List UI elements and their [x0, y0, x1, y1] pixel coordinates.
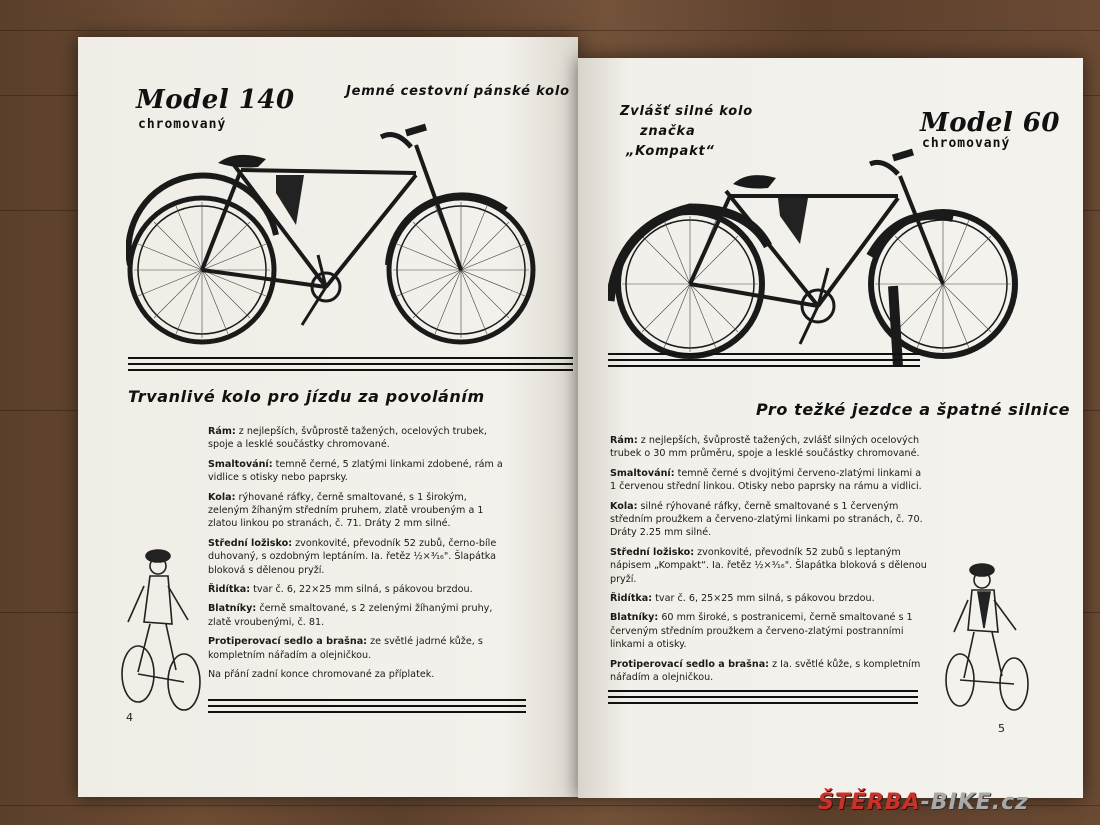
spec-item [208, 491, 508, 531]
spec-list [208, 425, 508, 688]
cyclist-sketch [938, 558, 1038, 718]
bicycle-illustration [608, 136, 1028, 366]
model-title: Model 140 [136, 85, 295, 115]
site-watermark [818, 790, 1029, 815]
spec-text: tvar č. 6, 25×25 mm silná, s pákovou brzdou. [655, 593, 875, 605]
divider-rule [608, 365, 920, 367]
model-tagline-line: „Kompakt“ [626, 144, 715, 159]
spec-label: Smaltování: [610, 467, 675, 479]
spec-text: rýhované ráfky, černě smaltované, s 1 širokým, zeleným žíhaným středním pruhem, zlatě vroubeným a 1 zlatou linkou po stranách, č. 71. Dráty 2 mm silné. [208, 491, 484, 530]
spec-item [208, 537, 508, 577]
watermark-domain: -BIKE.cz [920, 790, 1029, 815]
section-heading: Trvanlivé kolo pro jízdu za povoláním [128, 387, 485, 406]
spec-item [610, 658, 928, 685]
divider-rule [608, 353, 920, 355]
spec-text: temně černé, 5 zlatými linkami zdobené, rám a vidlice s otisky nebo paprsky. [208, 458, 503, 484]
divider-rule [128, 357, 573, 359]
spec-text: z nejlepších, švůprostě tažených, zvlášť silných ocelových trubek o 30 mm průměru, spoje a lesklé součástky chromované. [610, 435, 920, 460]
divider-rule [608, 359, 920, 361]
model-tagline: Jemné cestovní pánské kolo [346, 84, 570, 99]
spec-label: Protiperovací sedlo a brašna: [610, 658, 770, 670]
spec-text: ze světlé jadrné kůže, s kompletním nářadím a olejničkou. [208, 636, 483, 661]
spec-item [610, 500, 928, 540]
spec-label: Rám: [208, 426, 236, 437]
spec-label: Řidítka: [208, 584, 251, 596]
spec-label: Střední ložisko: [208, 537, 293, 549]
spec-label: Blatníky: [208, 603, 257, 615]
spec-text: zvonkovité, převodník 52 zubů, černo-bíle duhovaný, s ozdobným leptáním. Ia. řetěz ½×³⁄₁₆". Šlapátka bloková s dělenou pryží. [208, 537, 497, 576]
divider-rule [208, 705, 526, 707]
spec-item [610, 611, 928, 651]
page-number: 5 [998, 722, 1005, 735]
spec-label: Protiperovací sedlo a brašna: [208, 636, 368, 648]
spec-text: silné rýhované ráfky, černě smaltované s 1 červeným středním proužkem a červeno-zlatými linkami po stranách, č. 70. Dráty 2.25 mm silné. [610, 500, 923, 539]
divider-rule [608, 696, 918, 698]
section-heading: Pro težké jezdce a špatné silnice [756, 400, 1071, 419]
spec-text: zvonkovité, převodník 52 zubů s leptaným nápisem „Kompakt“. Ia. řetěz ½×³⁄₁₆". Šlapátka bloková s dělenou pryží. [610, 546, 927, 585]
spec-item [610, 434, 928, 461]
model-tagline-line: značka [640, 124, 696, 139]
cyclist-sketch [116, 542, 206, 712]
spec-label: Rám: [610, 435, 638, 446]
spec-label: Smaltování: [208, 458, 273, 470]
spec-label: Střední ložisko: [610, 546, 695, 558]
spec-label: Kola: [208, 491, 236, 503]
spec-text: 60 mm široké, s postranicemi, černě smaltované s 1 červeným středním proužkem a červeno-zlatými postranními linkami a otisky. [610, 612, 913, 651]
spec-item [610, 467, 928, 494]
catalog-page-left [78, 37, 578, 797]
spec-label: Řidítka: [610, 593, 653, 605]
spec-item [208, 583, 508, 596]
spec-item [208, 425, 508, 452]
spec-text: tvar č. 6, 22×25 mm silná, s pákovou brzdou. [253, 584, 473, 596]
divider-rule [128, 363, 573, 365]
spec-item [208, 668, 508, 681]
model-subtitle: chromovaný [138, 117, 227, 132]
spec-item [208, 458, 508, 485]
catalog-page-right [578, 58, 1083, 798]
divider-rule [208, 711, 526, 713]
bicycle-illustration [126, 115, 566, 345]
divider-rule [608, 702, 918, 704]
spec-item [610, 546, 928, 586]
spec-list [610, 434, 928, 691]
spec-item [208, 602, 508, 629]
watermark-brand: ŠTĚRBA [818, 790, 921, 815]
spec-text: z Ia. světlé kůže, s kompletním nářadím a olejničkou. [610, 658, 921, 684]
spec-text: Na přání zadní konce chromované za příplatek. [208, 669, 435, 681]
spec-text: temně černé s dvojitými červeno-zlatými linkami a 1 červenou střední linkou. Otisky nebo paprsky na rámu a vidlici. [610, 467, 922, 493]
spec-text: černě smaltované, s 2 zelenými žíhanými pruhy, zlatě vroubenými, č. 81. [208, 603, 493, 628]
divider-rule [208, 699, 526, 701]
spec-item [610, 592, 928, 605]
spec-label: Kola: [610, 500, 638, 512]
model-subtitle: chromovaný [922, 136, 1011, 151]
page-number: 4 [126, 711, 133, 724]
divider-rule [128, 369, 573, 371]
model-title: Model 60 [920, 108, 1060, 138]
divider-rule [608, 690, 918, 692]
spec-item [208, 635, 508, 662]
spec-text: z nejlepších, švůprostě tažených, ocelových trubek, spoje a lesklé součástky chromované. [208, 426, 487, 451]
wood-grain [0, 30, 1100, 31]
model-tagline-line: Zvlášť silné kolo [620, 104, 753, 119]
spec-label: Blatníky: [610, 612, 659, 624]
